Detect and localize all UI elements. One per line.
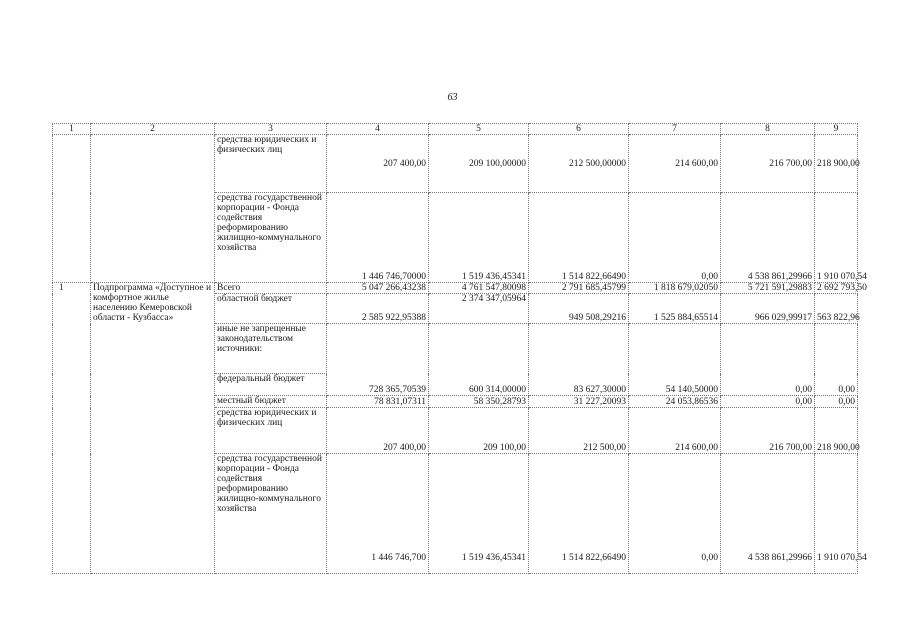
- budget-table: [52, 123, 867, 574]
- source-label: средства государственной корпорации - Фонда содействия реформированию жилищно-коммунального хозяйства: [215, 454, 327, 574]
- source-label: средства государственной корпорации - Фонда содействия реформированию жилищно-коммунального хозяйства: [215, 193, 327, 283]
- source-label: Всего: [215, 283, 327, 294]
- value-cell: 54 140,50000: [629, 374, 721, 396]
- value-cell: 218 900,00: [815, 408, 858, 454]
- column-number-row: [53, 124, 858, 135]
- value-cell: 1 519 436,45341: [429, 454, 529, 574]
- column-number: 1: [53, 124, 91, 135]
- source-label: средства юридических и физических лиц: [215, 135, 327, 193]
- source-label: областной бюджет: [215, 294, 327, 324]
- column-number: 4: [327, 124, 429, 135]
- value-cell: 1 818 679,02050: [629, 283, 721, 294]
- value-cell: 1 910 070,54: [815, 454, 858, 574]
- value-cell: 212 500,00: [529, 408, 629, 454]
- value-cell: 0,00: [815, 374, 858, 396]
- value-cell: 563 822,96: [815, 294, 858, 324]
- value-cell: [815, 324, 858, 374]
- value-cell: 78 831,07311: [327, 396, 429, 408]
- value-cell: 1 514 822,66490: [529, 193, 629, 283]
- value-cell: 4 538 861,29966: [721, 193, 815, 283]
- value-cell: [327, 324, 429, 374]
- value-cell: 0,00: [721, 396, 815, 408]
- value-cell: 214 600,00: [629, 408, 721, 454]
- value-cell: 600 314,00000: [429, 374, 529, 396]
- value-cell: [629, 324, 721, 374]
- value-cell: 1 446 746,700: [327, 454, 429, 574]
- value-cell: 207 400,00: [327, 408, 429, 454]
- column-number: 8: [721, 124, 815, 135]
- source-label: средства юридических и физических лиц: [215, 408, 327, 454]
- value-cell: 1 519 436,45341: [429, 193, 529, 283]
- column-number: 9: [815, 124, 858, 135]
- value-cell: 207 400,00: [327, 135, 429, 193]
- subprogram-index: 1: [53, 283, 91, 574]
- value-cell: 966 029,99917: [721, 294, 815, 324]
- value-cell: 0,00: [629, 193, 721, 283]
- value-cell: 1 446 746,70000: [327, 193, 429, 283]
- value-cell: 2 374 347,05964: [429, 294, 529, 324]
- value-cell: 83 627,30000: [529, 374, 629, 396]
- value-cell: 1 910 070,54: [815, 193, 858, 283]
- value-cell: 0,00: [629, 454, 721, 574]
- column-number: 3: [215, 124, 327, 135]
- value-cell: 216 700,00: [721, 135, 815, 193]
- value-cell: 949 508,29216: [529, 294, 629, 324]
- column-number: 7: [629, 124, 721, 135]
- value-cell: 0,00: [721, 374, 815, 396]
- index-cell: [53, 135, 91, 283]
- name-cell: [91, 135, 215, 283]
- table-row: [53, 283, 858, 294]
- page-number: 63: [447, 92, 458, 103]
- value-cell: 24 053,86536: [629, 396, 721, 408]
- value-cell: 728 365,70539: [327, 374, 429, 396]
- column-number: 2: [91, 124, 215, 135]
- value-cell: 31 227,20093: [529, 396, 629, 408]
- column-number: 6: [529, 124, 629, 135]
- value-cell: [429, 324, 529, 374]
- value-cell: 218 900,00: [815, 135, 858, 193]
- table-row: [53, 135, 858, 193]
- subprogram-name: Подпрограмма «Доступное и комфортное жилье населению Кемеровской области - Кузбасса»: [91, 283, 215, 574]
- value-cell: [721, 324, 815, 374]
- source-label: иные не запрещенные законодательством источники:: [215, 324, 327, 374]
- value-cell: 4 538 861,29966: [721, 454, 815, 574]
- value-cell: 209 100,00000: [429, 135, 529, 193]
- value-cell: 2 692 793,50: [815, 283, 858, 294]
- value-cell: [529, 324, 629, 374]
- value-cell: 214 600,00: [629, 135, 721, 193]
- value-cell: 209 100,00: [429, 408, 529, 454]
- value-cell: 0,00: [815, 396, 858, 408]
- source-label: федеральный бюджет: [215, 374, 327, 396]
- value-cell: 2 791 685,45799: [529, 283, 629, 294]
- value-cell: 212 500,00000: [529, 135, 629, 193]
- value-cell: 58 350,28793: [429, 396, 529, 408]
- value-cell: 2 585 922,95388: [327, 294, 429, 324]
- value-cell: 1 514 822,66490: [529, 454, 629, 574]
- column-number: 5: [429, 124, 529, 135]
- value-cell: 5 047 266,43238: [327, 283, 429, 294]
- value-cell: 5 721 591,29883: [721, 283, 815, 294]
- value-cell: 4 761 547,80098: [429, 283, 529, 294]
- source-label: местный бюджет: [215, 396, 327, 408]
- value-cell: 1 525 884,65514: [629, 294, 721, 324]
- value-cell: 216 700,00: [721, 408, 815, 454]
